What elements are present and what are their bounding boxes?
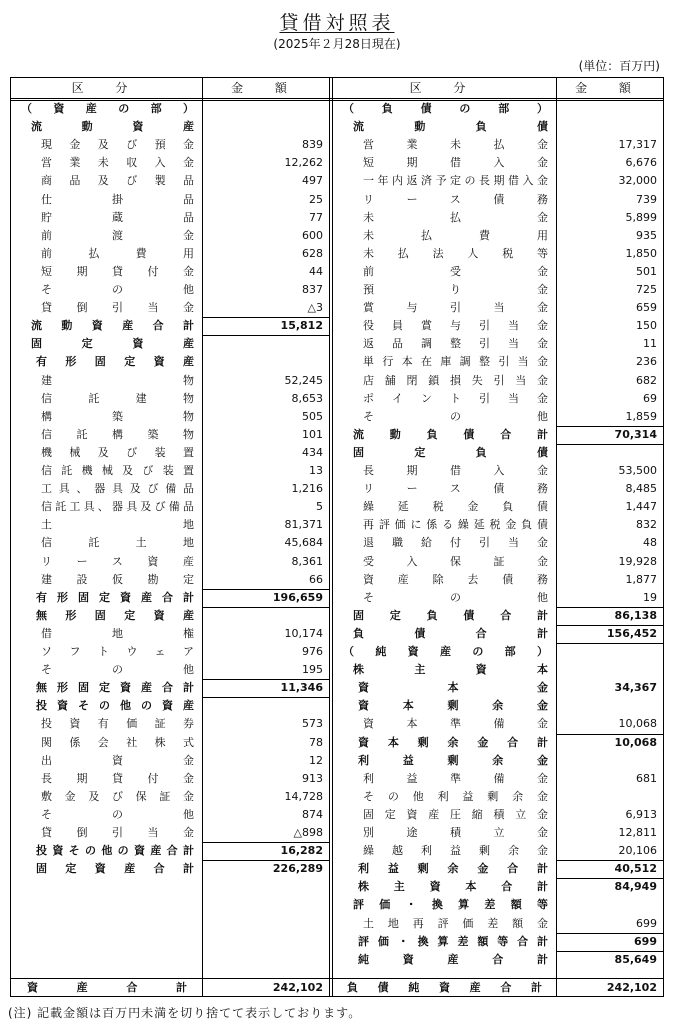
row-label: その他 (41, 807, 194, 821)
unit-label: (単位：百万円) (578, 59, 660, 73)
row-amount (557, 661, 657, 679)
row-amount (557, 788, 657, 806)
row-amount: 837 (302, 283, 323, 296)
row-label: 株 主 資 本 (353, 663, 548, 677)
row-label: 資本準備金 (363, 717, 548, 731)
row-label: 利益剰余金合計 (358, 862, 548, 876)
row-amount: 739 (636, 192, 657, 206)
table-row (11, 444, 329, 462)
table-row (11, 317, 329, 335)
table-row (11, 299, 329, 317)
row-amount: 40,512 (614, 862, 657, 876)
table-row (333, 172, 663, 190)
row-label: 営業未収入金 (41, 156, 194, 170)
table-row (11, 100, 329, 118)
table-row (333, 553, 663, 571)
table-row (333, 100, 663, 118)
row-amount: 935 (636, 228, 657, 242)
table-row (11, 625, 329, 643)
row-label: 短期貸付金 (41, 264, 194, 278)
table-row (333, 209, 663, 227)
row-amount: 6,676 (625, 156, 657, 170)
right-amount-header: 金 額 (575, 81, 645, 95)
table-row (333, 896, 663, 914)
row-amount: 497 (302, 174, 323, 188)
table-row (333, 697, 663, 715)
row-label: ソフトウェア (41, 645, 194, 658)
row-label: リース債務 (363, 482, 548, 496)
row-label: 投資有価証券 (41, 717, 194, 731)
row-label: 未払金 (363, 210, 548, 224)
row-label: ポイント引当金 (363, 391, 548, 405)
row-amount (557, 697, 657, 715)
row-amount: 150 (636, 319, 657, 333)
row-label: 信託構築物 (41, 427, 194, 441)
table-row (333, 281, 663, 299)
total-liabilities-equity-amount: 242,102 (606, 981, 657, 994)
row-label: 利益剰余金 (358, 753, 548, 767)
table-row (333, 516, 663, 534)
row-label: 別途積立金 (363, 826, 548, 839)
table-row (11, 824, 329, 842)
table-row (333, 154, 663, 172)
row-amount: 236 (636, 355, 657, 369)
left-amount-header: 金 額 (231, 81, 301, 95)
table-row (333, 390, 663, 408)
table-row (333, 643, 663, 661)
row-amount: 12,262 (284, 156, 323, 170)
table-row (11, 118, 329, 136)
row-amount: 8,361 (291, 554, 323, 568)
table-row (11, 860, 329, 878)
balance-sheet-table (10, 77, 664, 997)
row-label: 現金及び預金 (41, 138, 194, 152)
row-amount: 1,447 (625, 500, 657, 514)
row-amount: 101 (302, 427, 323, 441)
row-label: 前渡金 (41, 228, 194, 242)
table-row (333, 752, 663, 770)
row-amount: 1,216 (291, 482, 323, 496)
row-amount: 12 (309, 753, 323, 767)
table-row (11, 788, 329, 806)
row-label: 短期借入金 (363, 156, 548, 170)
row-label: 退職給付引当金 (363, 536, 548, 550)
row-label: 純資産合計 (358, 952, 548, 966)
row-label: 固定負債合計 (353, 608, 548, 622)
table-row (11, 408, 329, 426)
row-label: リース資産 (41, 554, 194, 568)
row-amount: 11,346 (280, 681, 323, 695)
table-row (333, 607, 663, 625)
row-amount: 19 (643, 590, 657, 604)
row-label: 借地権 (41, 626, 194, 640)
left-category-header: 区 分 (71, 81, 142, 95)
row-amount: 913 (302, 771, 323, 785)
row-amount: 681 (636, 771, 657, 785)
table-row (11, 281, 329, 299)
right-category-header: 区 分 (409, 81, 480, 95)
row-label: 信託土地 (41, 536, 194, 550)
row-amount (203, 335, 323, 353)
row-amount: 52,245 (284, 373, 323, 387)
table-row (11, 136, 329, 154)
row-amount (203, 607, 323, 625)
table-row (11, 390, 329, 408)
row-label: その他 (363, 409, 548, 423)
table-row (11, 661, 329, 679)
row-label: 受入保証金 (363, 554, 548, 568)
row-amount (557, 752, 657, 770)
row-label: 流動負債合計 (353, 427, 548, 441)
row-amount (557, 118, 657, 136)
table-row (11, 245, 329, 263)
row-label: 評価・換算差額等合計 (358, 934, 548, 948)
table-row (11, 589, 329, 607)
row-amount: 13 (309, 464, 323, 477)
row-amount: △3 (307, 301, 323, 315)
row-label: 投資その他の資産 (36, 699, 194, 713)
row-amount: 66 (309, 572, 323, 586)
table-row (11, 734, 329, 752)
row-amount: 1,877 (625, 572, 657, 586)
row-amount (203, 118, 323, 136)
table-row (11, 715, 329, 733)
row-amount: 48 (643, 536, 657, 550)
row-label: 固 定 資 産 (31, 337, 194, 351)
row-amount: 53,500 (618, 464, 657, 477)
row-label: 機械及び装置 (41, 445, 194, 459)
row-label: 固 定 負 債 (353, 445, 548, 459)
row-label: 未払費用 (363, 228, 548, 242)
total-liabilities-equity-label: 負 債 純 資 産 合 計 (347, 981, 542, 994)
table-row (11, 643, 329, 661)
row-amount: 17,317 (618, 138, 657, 152)
row-label: 固定資産合計 (36, 862, 194, 876)
row-amount: 10,174 (284, 626, 323, 640)
row-amount: 6,913 (625, 807, 657, 821)
row-amount: 25 (309, 192, 323, 206)
table-row (11, 534, 329, 552)
row-amount: 832 (636, 518, 657, 532)
row-amount: 10,068 (618, 717, 657, 731)
table-row (333, 770, 663, 788)
row-label: 信託機械及び装置 (41, 464, 194, 477)
row-amount: 1,850 (625, 246, 657, 260)
row-amount (557, 896, 657, 914)
table-row (11, 353, 329, 371)
row-amount: 12,811 (618, 826, 657, 839)
row-amount: 84,949 (614, 880, 657, 894)
row-amount: 45,684 (284, 536, 323, 550)
row-label: 貸倒引当金 (41, 301, 194, 315)
table-row (333, 498, 663, 516)
row-label: その他 (41, 663, 194, 677)
row-label: 構築物 (41, 409, 194, 423)
row-amount (203, 697, 323, 715)
row-label: 信託建物 (41, 391, 194, 405)
row-label: 賞与引当金 (363, 301, 548, 315)
table-row (11, 770, 329, 788)
table-row (11, 263, 329, 281)
row-amount: 699 (636, 916, 657, 930)
table-row (11, 607, 329, 625)
row-amount: 226,289 (272, 862, 323, 876)
row-label: 流動資産合計 (31, 319, 194, 333)
row-amount: 32,000 (618, 174, 657, 188)
page-title: 貸借対照表 (279, 12, 395, 34)
row-label: 関係会社株式 (41, 735, 194, 749)
row-label: 株主資本合計 (358, 880, 548, 894)
row-label: （ 純 資 産 の 部 ） (343, 645, 548, 658)
row-amount: 11 (643, 337, 657, 351)
row-amount: △898 (293, 826, 323, 839)
table-row (333, 245, 663, 263)
row-amount: 78 (309, 735, 323, 749)
row-amount: 725 (636, 283, 657, 296)
row-amount: 10,068 (614, 735, 657, 749)
row-label: 一年内返済予定の長期借入金 (363, 174, 548, 188)
table-row (11, 498, 329, 516)
row-label: 工具、器具及び備品 (41, 482, 194, 496)
table-row (11, 697, 329, 715)
row-label: 土地 (41, 518, 194, 532)
row-amount: 8,653 (291, 391, 323, 405)
row-label: 資本剰余金合計 (358, 735, 548, 749)
row-amount: 699 (634, 934, 657, 948)
row-label: 貯蔵品 (41, 210, 194, 224)
row-label: 投資その他の資産合計 (36, 844, 194, 858)
table-row (11, 553, 329, 571)
table-row (333, 860, 663, 878)
row-label: 未払法人税等 (363, 246, 548, 260)
table-row (333, 408, 663, 426)
row-amount: 85,649 (614, 952, 657, 966)
table-row (11, 462, 329, 480)
table-row (333, 299, 663, 317)
row-label: 評価・換算差額等 (353, 898, 548, 912)
table-row (11, 227, 329, 245)
table-row (333, 915, 663, 933)
table-row (333, 534, 663, 552)
table-row (11, 209, 329, 227)
row-amount: 20,106 (618, 844, 657, 858)
row-amount: 600 (302, 228, 323, 242)
row-label: 営業未払金 (363, 138, 548, 152)
row-label: その他 (363, 590, 548, 604)
row-label: 固定資産圧縮積立金 (363, 807, 548, 821)
row-label: 土地再評価差額金 (363, 916, 548, 930)
table-row (333, 933, 663, 951)
total-assets-amount: 242,102 (272, 981, 323, 994)
row-amount (557, 100, 657, 118)
row-label: その他利益剰余金 (363, 789, 548, 803)
row-amount (557, 643, 657, 661)
row-label: 店舗閉鎖損失引当金 (363, 373, 548, 387)
row-amount: 15,812 (280, 319, 323, 333)
row-label: 前受金 (363, 264, 548, 278)
row-label: 商品及び製品 (41, 174, 194, 188)
row-amount: 16,282 (280, 844, 323, 858)
table-row (11, 372, 329, 390)
row-amount: 8,485 (625, 482, 657, 496)
row-amount (557, 444, 657, 462)
row-label: 利益準備金 (363, 771, 548, 785)
row-label: （ 負 債 の 部 ） (343, 102, 548, 115)
row-label: その他 (41, 283, 194, 296)
table-row (333, 118, 663, 136)
row-amount: 874 (302, 807, 323, 821)
row-label: 建物 (41, 373, 194, 387)
row-amount: 156,452 (606, 626, 657, 640)
row-amount: 682 (636, 373, 657, 387)
table-row (333, 679, 663, 697)
table-row (333, 263, 663, 281)
table-row (11, 516, 329, 534)
table-row (333, 480, 663, 498)
table-row (11, 426, 329, 444)
row-amount: 1,859 (625, 409, 657, 423)
row-label: 再評価に係る繰延税金負債 (363, 518, 548, 532)
table-row (11, 571, 329, 589)
row-label: 無形固定資産合計 (36, 681, 194, 695)
table-row (333, 335, 663, 353)
row-amount: 628 (302, 246, 323, 260)
row-amount: 839 (302, 138, 323, 152)
row-amount: 19,928 (618, 554, 657, 568)
row-label: 出資金 (41, 753, 194, 767)
table-row (11, 335, 329, 353)
row-amount: 196,659 (272, 590, 323, 604)
row-label: 貸倒引当金 (41, 826, 194, 839)
table-row (333, 227, 663, 245)
row-amount: 195 (302, 663, 323, 677)
table-row (333, 589, 663, 607)
table-row (333, 317, 663, 335)
row-label: 単行本在庫調整引当金 (363, 355, 548, 369)
row-label: 流 動 負 債 (353, 120, 548, 134)
table-row (11, 752, 329, 770)
table-row (11, 154, 329, 172)
row-label: 長期貸付金 (41, 771, 194, 785)
table-row (11, 172, 329, 190)
table-row (11, 679, 329, 697)
row-amount: 5,899 (625, 210, 657, 224)
row-amount: 81,371 (284, 518, 323, 532)
row-amount (203, 353, 323, 371)
table-row (333, 734, 663, 752)
row-label: 役員賞与引当金 (363, 319, 548, 333)
table-row (333, 824, 663, 842)
table-row (333, 788, 663, 806)
row-label: 返品調整引当金 (363, 337, 548, 351)
row-label: 有形固定資産 (36, 355, 194, 369)
row-label: 無 形 固 定 資 産 (36, 608, 194, 622)
row-amount (203, 100, 323, 118)
report-date: (2025年２月28日現在) (273, 37, 401, 51)
row-amount: 14,728 (284, 789, 323, 803)
table-row (11, 806, 329, 824)
row-amount: 659 (636, 301, 657, 315)
row-amount: 434 (302, 445, 323, 459)
table-row (333, 462, 663, 480)
row-amount: 34,367 (614, 681, 657, 695)
row-label: リース債務 (363, 192, 548, 206)
row-label: 資本剰余金 (358, 699, 548, 713)
row-label: 前払費用 (41, 246, 194, 260)
table-row (333, 878, 663, 896)
table-row (333, 353, 663, 371)
table-row (333, 715, 663, 733)
total-assets-row (11, 979, 663, 997)
table-row (333, 372, 663, 390)
row-amount: 976 (302, 645, 323, 658)
table-row (333, 426, 663, 444)
row-label: 仕掛品 (41, 192, 194, 206)
footnote: (注) 記載金額は百万円未満を切り捨てて表示しております。 (8, 1006, 362, 1020)
row-label: 預り金 (363, 283, 548, 296)
row-amount: 5 (316, 500, 323, 514)
table-row (333, 661, 663, 679)
row-amount: 86,138 (614, 608, 657, 622)
row-amount: 573 (302, 717, 323, 731)
table-row (333, 444, 663, 462)
row-amount: 70,314 (614, 427, 657, 441)
row-label: 信託工具、器具及び備品 (41, 500, 194, 514)
total-assets-label: 資 産 合 計 (27, 981, 187, 994)
table-row (11, 842, 329, 860)
table-row (333, 571, 663, 589)
row-label: （ 資 産 の 部 ） (21, 102, 194, 115)
row-amount: 505 (302, 409, 323, 423)
row-label: 流 動 資 産 (31, 120, 194, 134)
row-label: 建設仮勘定 (41, 572, 194, 586)
table-row (11, 480, 329, 498)
row-label: 有形固定資産合計 (36, 590, 194, 604)
row-label: 敷金及び保証金 (41, 789, 194, 803)
table-row (333, 951, 663, 969)
row-label: 資本金 (358, 681, 548, 695)
table-row (333, 625, 663, 643)
row-label: 長期借入金 (363, 464, 548, 477)
row-label: 繰延税金負債 (363, 500, 548, 514)
row-label: 負債合計 (353, 626, 548, 640)
table-row (333, 191, 663, 209)
row-amount: 501 (636, 264, 657, 278)
row-amount: 77 (309, 210, 323, 224)
row-amount: 44 (309, 264, 323, 278)
table-row (333, 806, 663, 824)
table-row (11, 191, 329, 209)
row-label: 繰越利益剰余金 (363, 844, 548, 858)
row-label: 資産除去債務 (363, 572, 548, 586)
table-row (333, 136, 663, 154)
table-row (333, 842, 663, 860)
row-amount: 69 (643, 391, 657, 405)
